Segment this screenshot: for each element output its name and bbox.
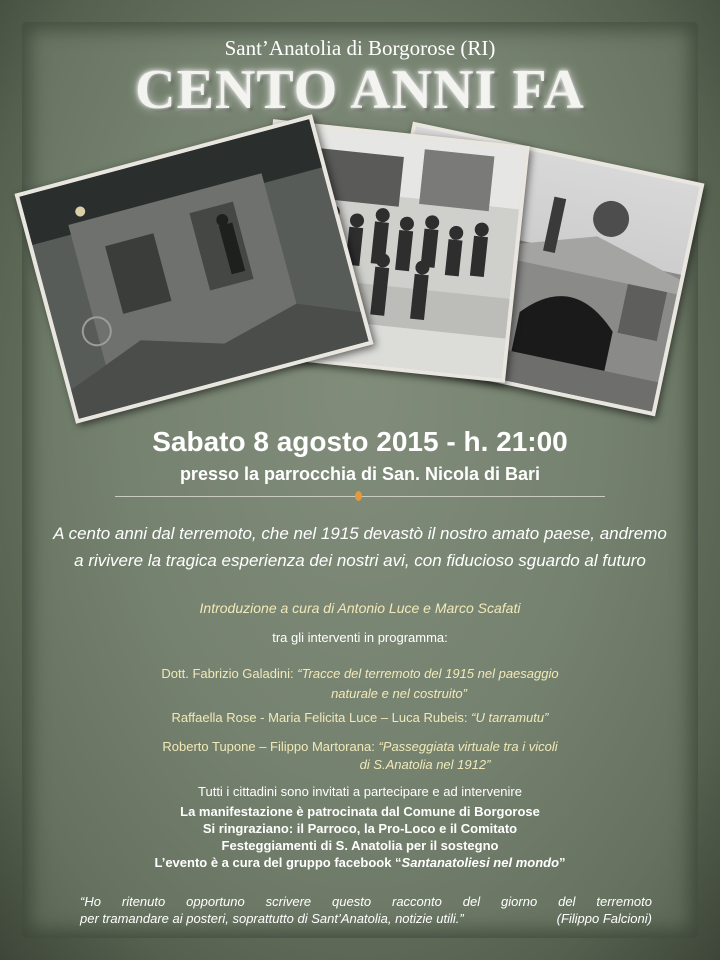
- credits-prefix: L’evento è a cura del gruppo facebook “: [154, 855, 402, 870]
- credits-line: La manifestazione è patrocinata dal Comune di Borgorose: [180, 804, 540, 819]
- talk-title: “Passeggiata virtuale tra i vicoli: [378, 739, 558, 754]
- talk-item: [0, 664, 720, 704]
- credits-suffix: ”: [559, 855, 566, 870]
- talk-title-continued: di S.Anatolia nel 1912”: [359, 757, 491, 772]
- talk-item: [0, 710, 720, 725]
- talk-line: [0, 664, 720, 684]
- invitation-text: Tutti i cittadini sono invitati a partecipare e ad intervenire: [198, 784, 522, 799]
- description-line-1: A cento anni dal terremoto, che nel 1915 devastò il nostro amato paese, andremo: [53, 524, 667, 543]
- quote-line-2: per tramandare ai posteri, soprattutto di Sant’Anatolia, notizie utili.”: [80, 911, 464, 926]
- credits-line: [0, 854, 720, 871]
- facebook-group-name: Santanatoliesi nel mondo: [401, 855, 560, 870]
- talk-title: “Tracce del terremoto del 1915 nel paesaggio: [297, 666, 559, 681]
- program-heading: tra gli interventi in programma:: [272, 630, 448, 645]
- quote-line-2-row: [80, 910, 652, 927]
- talk-speaker: Dott. Fabrizio Galadini:: [161, 666, 298, 681]
- talk-title: “U tarramutu”: [471, 710, 549, 725]
- talk-title-continued: naturale e nel costruito”: [331, 686, 467, 701]
- talk-line: [0, 756, 720, 774]
- event-date-time: Sabato 8 agosto 2015 - h. 21:00: [152, 426, 568, 457]
- talk-line: [0, 738, 720, 756]
- divider-ornament-icon: [355, 491, 362, 501]
- talk-line: [0, 684, 720, 704]
- talk-item: [0, 738, 720, 774]
- credits: [0, 803, 720, 871]
- quote-author: (Filippo Falcioni): [556, 911, 652, 926]
- quote-line-1: “Ho ritenuto opportuno scrivere questo racconto del giorno del terremoto: [80, 894, 652, 909]
- credits-line: Si ringraziano: il Parroco, la Pro-Loco e il Comitato: [202, 821, 518, 836]
- talk-speaker: Roberto Tupone – Filippo Martorana:: [162, 739, 379, 754]
- poster-title: CENTO ANNI FA: [135, 59, 585, 121]
- credits-line: Festeggiamenti di S. Anatolia per il sostegno: [221, 838, 499, 853]
- description-line-2: a rivivere la tragica esperienza dei nostri avi, con fiducioso sguardo al futuro: [74, 551, 646, 570]
- poster-subtitle: Sant’Anatolia di Borgorose (RI): [224, 36, 496, 60]
- program-intro: Introduzione a cura di Antonio Luce e Marco Scafati: [199, 600, 521, 616]
- event-description: [20, 520, 700, 574]
- talk-speaker: Raffaella Rose - Maria Felicita Luce – Luca Rubeis:: [171, 710, 472, 725]
- author-quote: [80, 893, 652, 927]
- event-location: presso la parrocchia di San. Nicola di Bari: [179, 464, 541, 484]
